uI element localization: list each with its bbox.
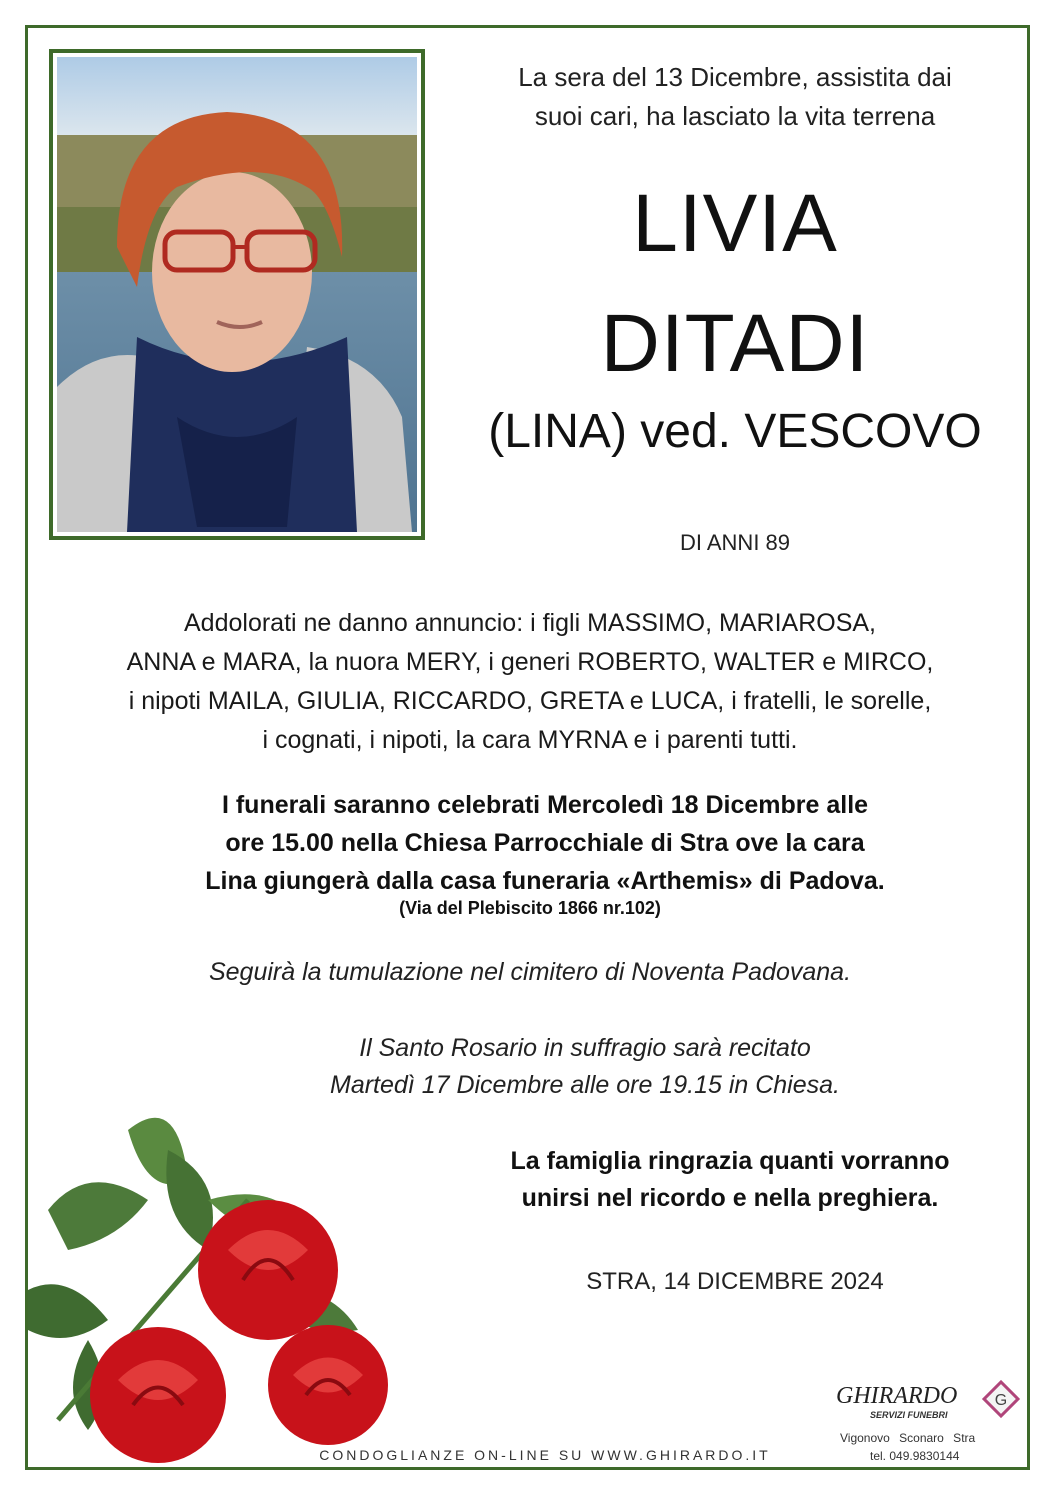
funeral-line: ore 15.00 nella Chiesa Parrocchiale di Stra ove la cara <box>225 829 865 857</box>
intro-line: suoi cari, ha lasciato la vita terrena <box>534 101 936 131</box>
funeral-home-logo <box>830 1375 1030 1470</box>
portrait-image <box>57 57 417 532</box>
first-name: LIVIA <box>632 178 838 269</box>
funeral-details <box>40 786 1050 900</box>
funeral-line: Lina giungerà dalla casa funeraria «Arthemis» di Padova. <box>205 867 885 895</box>
last-name: DITADI <box>600 298 870 389</box>
thanks-line: unirsi nel ricordo e nella preghiera. <box>521 1184 939 1212</box>
place-date: STRA, 14 DICEMBRE 2024 <box>586 1268 884 1295</box>
announcement <box>40 604 1020 760</box>
intro-line: La sera del 13 Dicembre, assistita dai <box>518 62 952 92</box>
rosary-line: Il Santo Rosario in suffragio sarà recitato <box>359 1034 811 1062</box>
nickname-widow: (LINA) ved. VESCOVO <box>488 405 982 458</box>
age: DI ANNI 89 <box>679 530 791 555</box>
logo-name: GHIRARDO <box>836 1383 958 1409</box>
announcement-line: i cognati, i nipoti, la cara MYRNA e i parenti tutti. <box>262 726 798 754</box>
funeral-line: I funerali saranno celebrati Mercoledì 18 Dicembre alle <box>221 791 869 819</box>
logo-places: Vigonovo Sconaro Stra <box>840 1431 976 1445</box>
logo-mark-letter: G <box>994 1392 1008 1409</box>
announcement-line: i nipoti MAILA, GIULIA, RICCARDO, GRETA e LUCA, i fratelli, le sorelle, <box>128 687 932 715</box>
logo-subtitle: SERVIZI FUNEBRI <box>870 1410 948 1420</box>
rosary-line: Martedì 17 Dicembre alle ore 19.15 in Chiesa. <box>330 1071 840 1099</box>
thanks-text <box>420 1143 1040 1217</box>
intro-text <box>440 58 1030 136</box>
announcement-line: Addolorati ne danno annuncio: i figli MASSIMO, MARIAROSA, <box>184 609 876 637</box>
thanks-line: La famiglia ringrazia quanti vorranno <box>510 1147 950 1175</box>
roses-icon <box>28 1090 428 1466</box>
logo-phone: tel. 049.9830144 <box>870 1449 960 1463</box>
portrait-photo <box>49 49 425 540</box>
condolences-footer: CONDOGLIANZE ON-LINE SU WWW.GHIRARDO.IT <box>319 1447 771 1463</box>
burial-text: Seguirà la tumulazione nel cimitero di Noventa Padovana. <box>208 958 852 986</box>
logo-mark-icon <box>980 1378 1022 1420</box>
funeral-home-address: (Via del Plebiscito 1866 nr.102) <box>399 898 661 918</box>
announcement-line: ANNA e MARA, la nuora MERY, i generi ROBERTO, WALTER e MIRCO, <box>126 648 934 676</box>
